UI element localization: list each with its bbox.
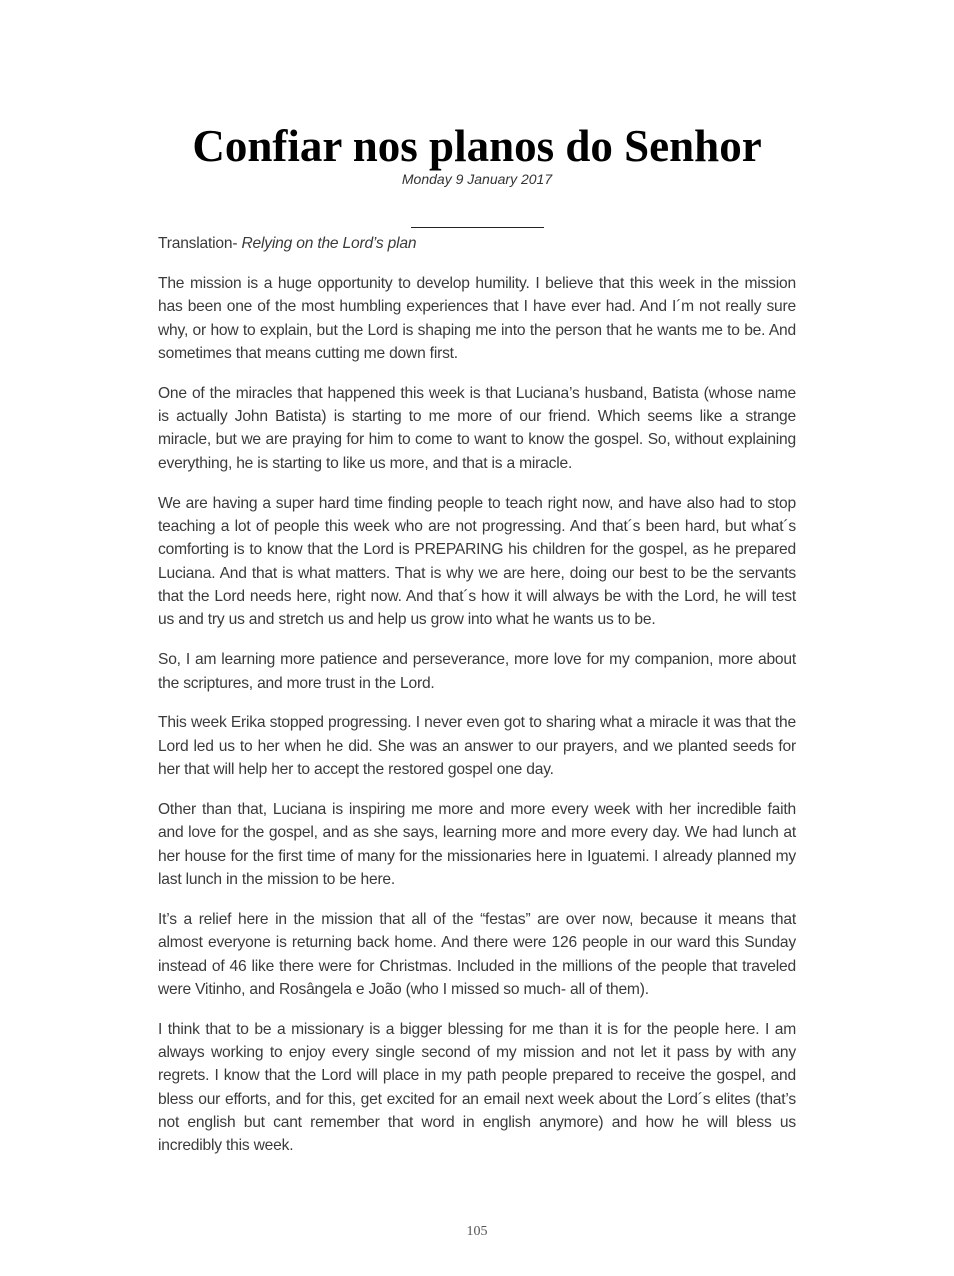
paragraph: Other than that, Luciana is inspiring me more and more every week with her incredible faith and love for the gospel, and as she says, learning more and more every day. We had lunch at her house for the first time of many for the missionaries here in Iguatemi. I already planned my last lunch in the mission to be here.: [158, 801, 796, 888]
post-date: Monday 9 January 2017: [401, 171, 553, 187]
page-number: 105: [466, 1224, 488, 1239]
translation-text: Relying on the Lord’s plan: [241, 235, 417, 252]
paragraph: It’s a relief here in the mission that all of the “festas” are over now, because it means that almost everyone is returning back home. And there were 126 people in our ward this Sunday instead of 46 like there were for Christmas. Included in the millions of the people that traveled were Vitinho, and Rosângela e João (who I missed so much- all of them).: [158, 910, 796, 998]
title-divider: [411, 227, 544, 228]
paragraph: I think that to be a missionary is a bigger blessing for me than it is for the people here. I am always working to enjoy every single second of my mission and not let it pass by with any regrets. I know that the Lord will place in my path people prepared to receive the gospel, and bless our efforts, and for this, get excited for an email next week about the Lord´s elites (that’s not english but cant remember that word in english anymore) and how he will bless us incredibly this week.: [158, 1020, 796, 1155]
paragraph: The mission is a huge opportunity to develop humility. I believe that this week in the mission has been one of the most humbling experiences that I have ever had. And I´m not really sure why, or how to explain, but the Lord is shaping me into the person that he wants me to be. And sometimes that means cutting me down first.: [158, 274, 796, 362]
paragraph: We are having a super hard time finding people to teach right now, and have also had to stop teaching a lot of people this week who are not progressing. And that´s been hard, but what´s comforting is to know that the Lord is PREPARING his children for the gospel, as he prepared Luciana. And that is what matters. That is why we are here, doing our best to be the servants that the Lord needs here, right now. And that´s how it will always be with the Lord, he will test us and try us and stretch us and help us grow into what he wants us to be.: [158, 494, 796, 629]
paragraph: This week Erika stopped progressing. I never even got to sharing what a miracle it was that the Lord led us to her when he did. She was an answer to our prayers, and we planted seeds for her that will help her to accept the restored gospel one day.: [158, 714, 796, 779]
article-body: [158, 232, 796, 1174]
translation-prefix: Translation-: [158, 235, 242, 252]
translation-line: [158, 232, 796, 255]
paragraph: One of the miracles that happened this week is that Luciana’s husband, Batista (whose name is actually John Batista) is starting to me more of our friend. Which seems like a strange miracle, but we are praying for him to come to want to know the gospel. So, without explaining everything, he is starting to like us more, and that is a miracle.: [158, 384, 796, 472]
paragraph: So, I am learning more patience and perseverance, more love for my companion, more about the scriptures, and more trust in the Lord.: [158, 651, 796, 692]
page-title: Confiar nos planos do Senhor: [192, 121, 762, 171]
